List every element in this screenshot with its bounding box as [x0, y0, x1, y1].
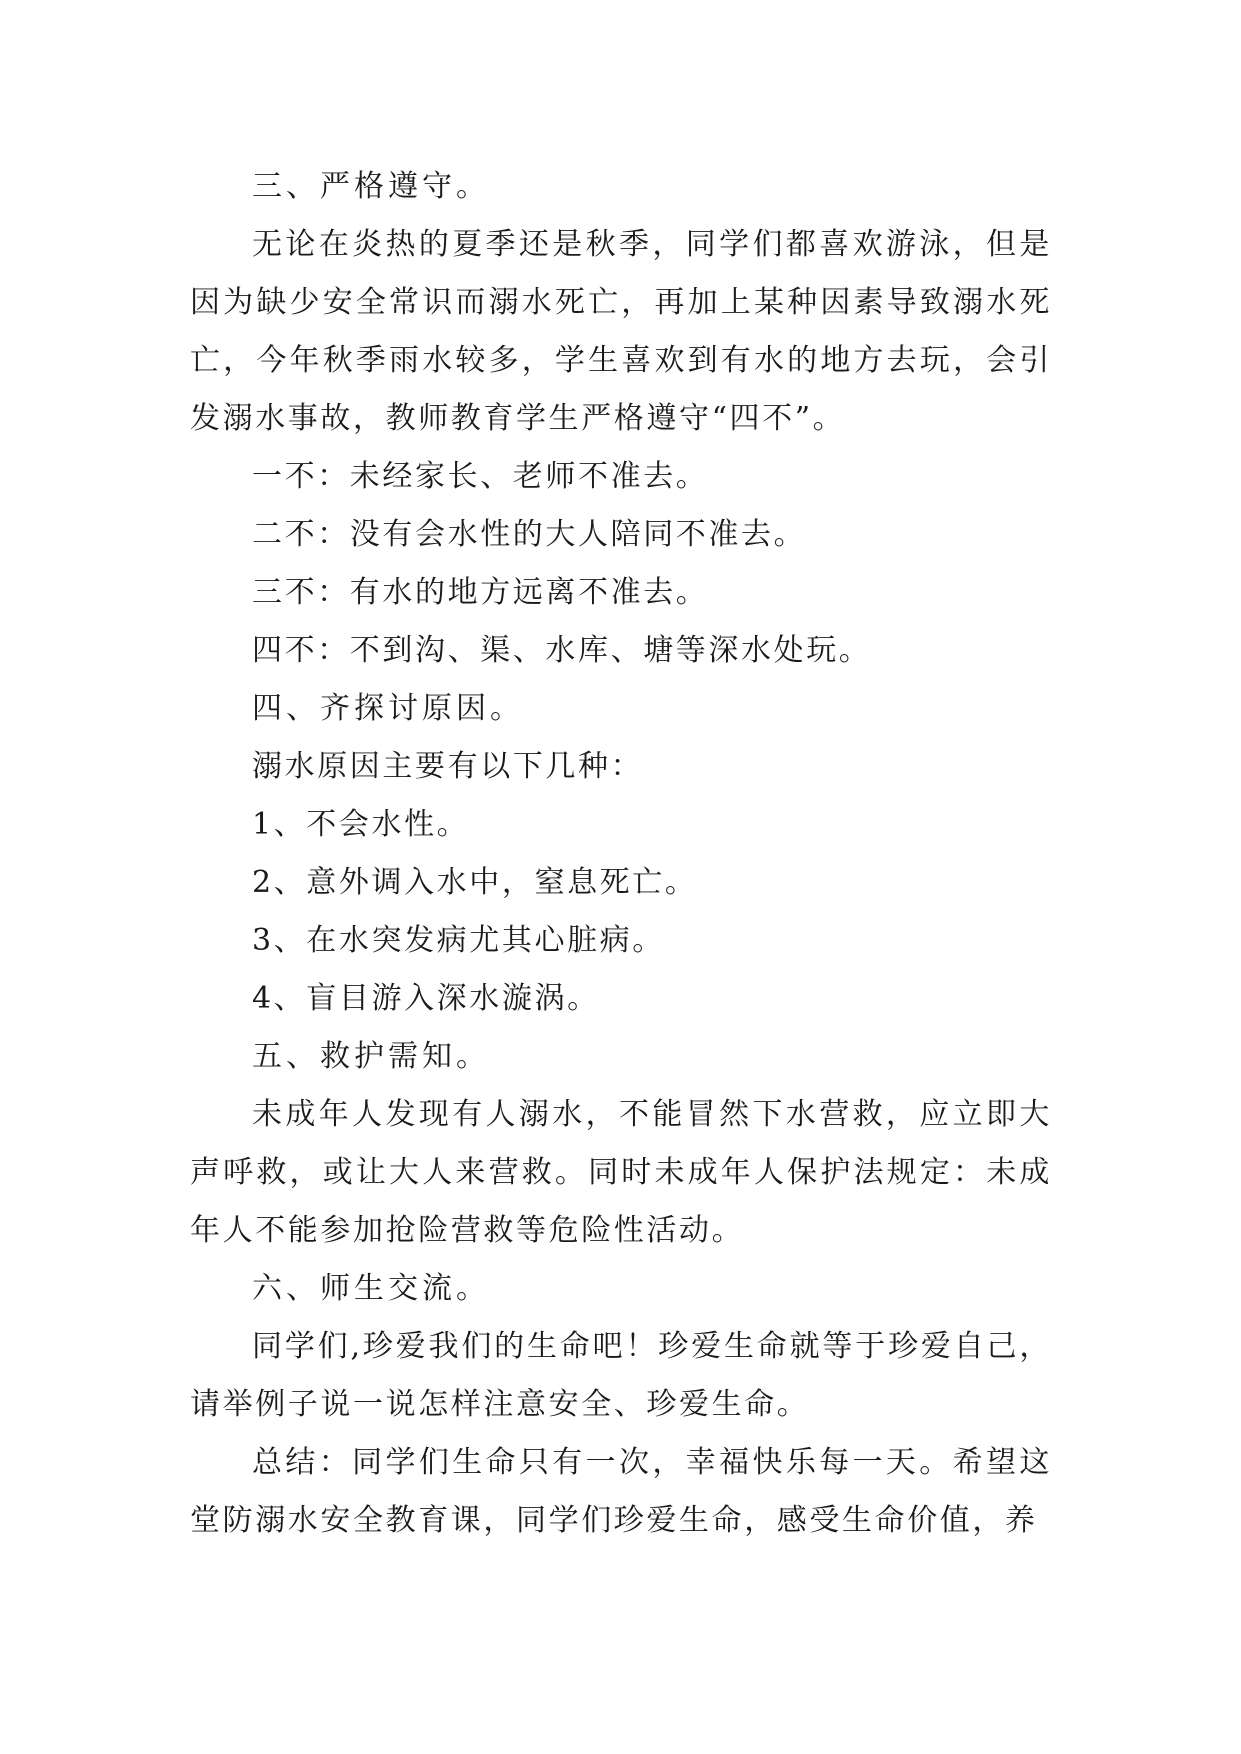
document-body — [190, 158, 1052, 1550]
rule-4: 四不：不到沟、渠、水库、塘等深水处玩。 — [252, 633, 872, 668]
cause-item-2: 2、意外调入水中，窒息死亡。 — [252, 865, 698, 900]
section-heading-4: 四、齐探讨原因。 — [252, 691, 524, 726]
paragraph-summary: 总结：同学们生命只有一次，幸福快乐每一天。希望这堂防溺水安全教育课，同学们珍爱生命，感受生命价值，养 — [190, 1445, 1052, 1538]
rule-3: 三不：有水的地方远离不准去。 — [252, 575, 709, 610]
cause-item-3: 3、在水突发病尤其心脏病。 — [252, 923, 665, 958]
section-heading-5: 五、救护需知。 — [252, 1039, 490, 1074]
paragraph-exchange: 同学们,珍爱我们的生命吧！珍爱生命就等于珍爱自己，请举例子说一说怎样注意安全、珍爱生命。 — [190, 1329, 1052, 1422]
paragraph-swimming-risk: 无论在炎热的夏季还是秋季，同学们都喜欢游泳，但是因为缺少安全常识而溺水死亡，再加上某种因素导致溺水死亡，今年秋季雨水较多，学生喜欢到有水的地方去玩，会引发溺水事故，教师教育学生严格遵守“四不”。 — [190, 227, 1052, 436]
paragraph-rescue: 未成年人发现有人溺水，不能冒然下水营救，应立即大声呼救，或让大人来营救。同时未成年人保护法规定：未成年人不能参加抢险营救等危险性活动。 — [190, 1097, 1052, 1248]
paragraph-causes-intro: 溺水原因主要有以下几种： — [252, 749, 644, 784]
cause-item-4: 4、盲目游入深水漩涡。 — [252, 981, 600, 1016]
rule-2: 二不：没有会水性的大人陪同不准去。 — [252, 517, 807, 552]
section-heading-3: 三、严格遵守。 — [252, 169, 490, 204]
section-heading-6: 六、师生交流。 — [252, 1271, 490, 1306]
rule-1: 一不：未经家长、老师不准去。 — [252, 459, 709, 494]
cause-item-1: 1、不会水性。 — [252, 807, 470, 842]
